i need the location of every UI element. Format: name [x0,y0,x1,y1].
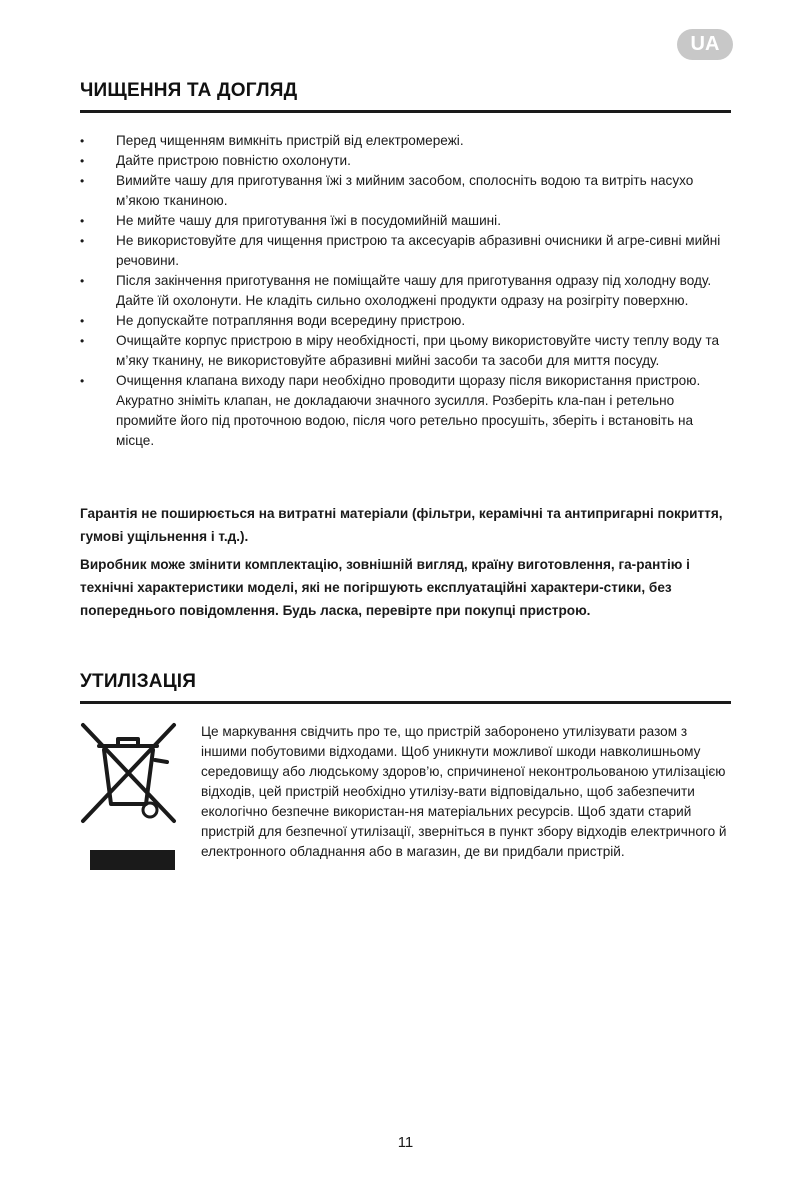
black-bar [90,850,175,870]
list-item [80,131,731,151]
list-item-text: Очищайте корпус пристрою в міру необхідності, при цьому використовуйте чисту теплу воду та м’яку тканину, не використовуйте абразивні мийні засоби та засоби для миття посуду. [116,333,720,368]
bullet-icon: • [80,214,85,228]
disposal-section-title: УТИЛІЗАЦІЯ [80,671,197,692]
list-item [80,311,731,331]
list-item [80,371,731,451]
list-item [80,151,731,171]
disposal-title-rule [80,701,731,704]
bullet-icon: • [80,174,85,188]
manufacturer-note: Виробник може змінити комплектацію, зовнішній вигляд, країну виготовлення, га-рантію і технічні характеристики моделі, які не погіршують експлуатаційні характери-стики, без попереднього повідомлення. Будь ласка, перевірте при покупці пристрою. [80,557,690,618]
list-item-text: Після закінчення приготування не поміщайте чашу для приготування одразу під холодну воду. Дайте їй охолонути. Не кладіть сильно охолоджені продукти одразу на розігріту поверхню. [116,273,712,308]
cleaning-section-title: ЧИЩЕННЯ ТА ДОГЛЯД [80,80,298,101]
list-item [80,211,731,231]
list-item [80,171,731,211]
bin-body [104,750,153,804]
bullet-icon: • [80,274,85,288]
bullet-icon: • [80,374,85,388]
bullet-icon: • [80,314,85,328]
list-item-text: Не мийте чашу для приготування їжі в посудомийній машині. [116,213,501,228]
list-item [80,271,731,311]
list-item-text: Не використовуйте для чищення пристрою та аксесуарів абразивні очисники й агре-сивні мийні речовини. [116,233,721,268]
page-number: 11 [397,1134,414,1151]
list-item-text: Дайте пристрою повністю охолонути. [116,153,351,168]
weee-symbol [80,722,178,872]
list-item [80,231,731,271]
crossed-out-wheelie-bin-icon [80,722,178,872]
bullet-icon: • [80,234,85,248]
cleaning-title-rule [80,110,731,113]
bullet-icon: • [80,334,85,348]
cleaning-instructions-list [80,131,731,451]
list-item-text: Не допускайте потрапляння води всередину пристрою. [116,313,466,328]
list-item [80,331,731,371]
warranty-note: Гарантія не поширюється на витратні матеріали (фільтри, керамічні та антипригарні покриття, гумові ущільнення і т.д.). [80,506,723,544]
list-item-text: Перед чищенням вимкніть пристрій від електромережі. [116,133,464,148]
bullet-icon: • [80,134,85,148]
language-badge: UA [677,29,733,60]
list-item-text: Очищення клапана виходу пари необхідно проводити щоразу після використання пристрою. Акуратно зніміть клапан, не докладаючи значного зусилля. Розберіть кла-пан і ретельно промийте його під проточною водою, після чого ретельно просушіть, зберіть і встановіть на місце. [116,373,701,448]
list-item-text: Вимийте чашу для приготування їжі з мийним засобом, сполосніть водою та витріть насухо м’якою тканиною. [116,173,694,208]
bin-arm [155,760,167,762]
bin-wheel [143,803,157,817]
bullet-icon: • [80,154,85,168]
disposal-text: Це маркування свідчить про те, що пристрій заборонено утилізувати разом з іншими побутовими відходами. Щоб уникнути можливої шкоди навколишньому середовищу або людському здоров’ю, спричиненої неконтрольованою утилізацією відходів, цей пристрій необхідно утилізу-вати відповідально, щоб забезпечити екологічно безпечне використан-ня матеріальних ресурсів. Щоб здати старий пристрій для безпечної утилізації, зверніться в пункт збору відходів електричного й електронного обладнання або в магазин, де ви придбали пристрій. [201,724,727,859]
